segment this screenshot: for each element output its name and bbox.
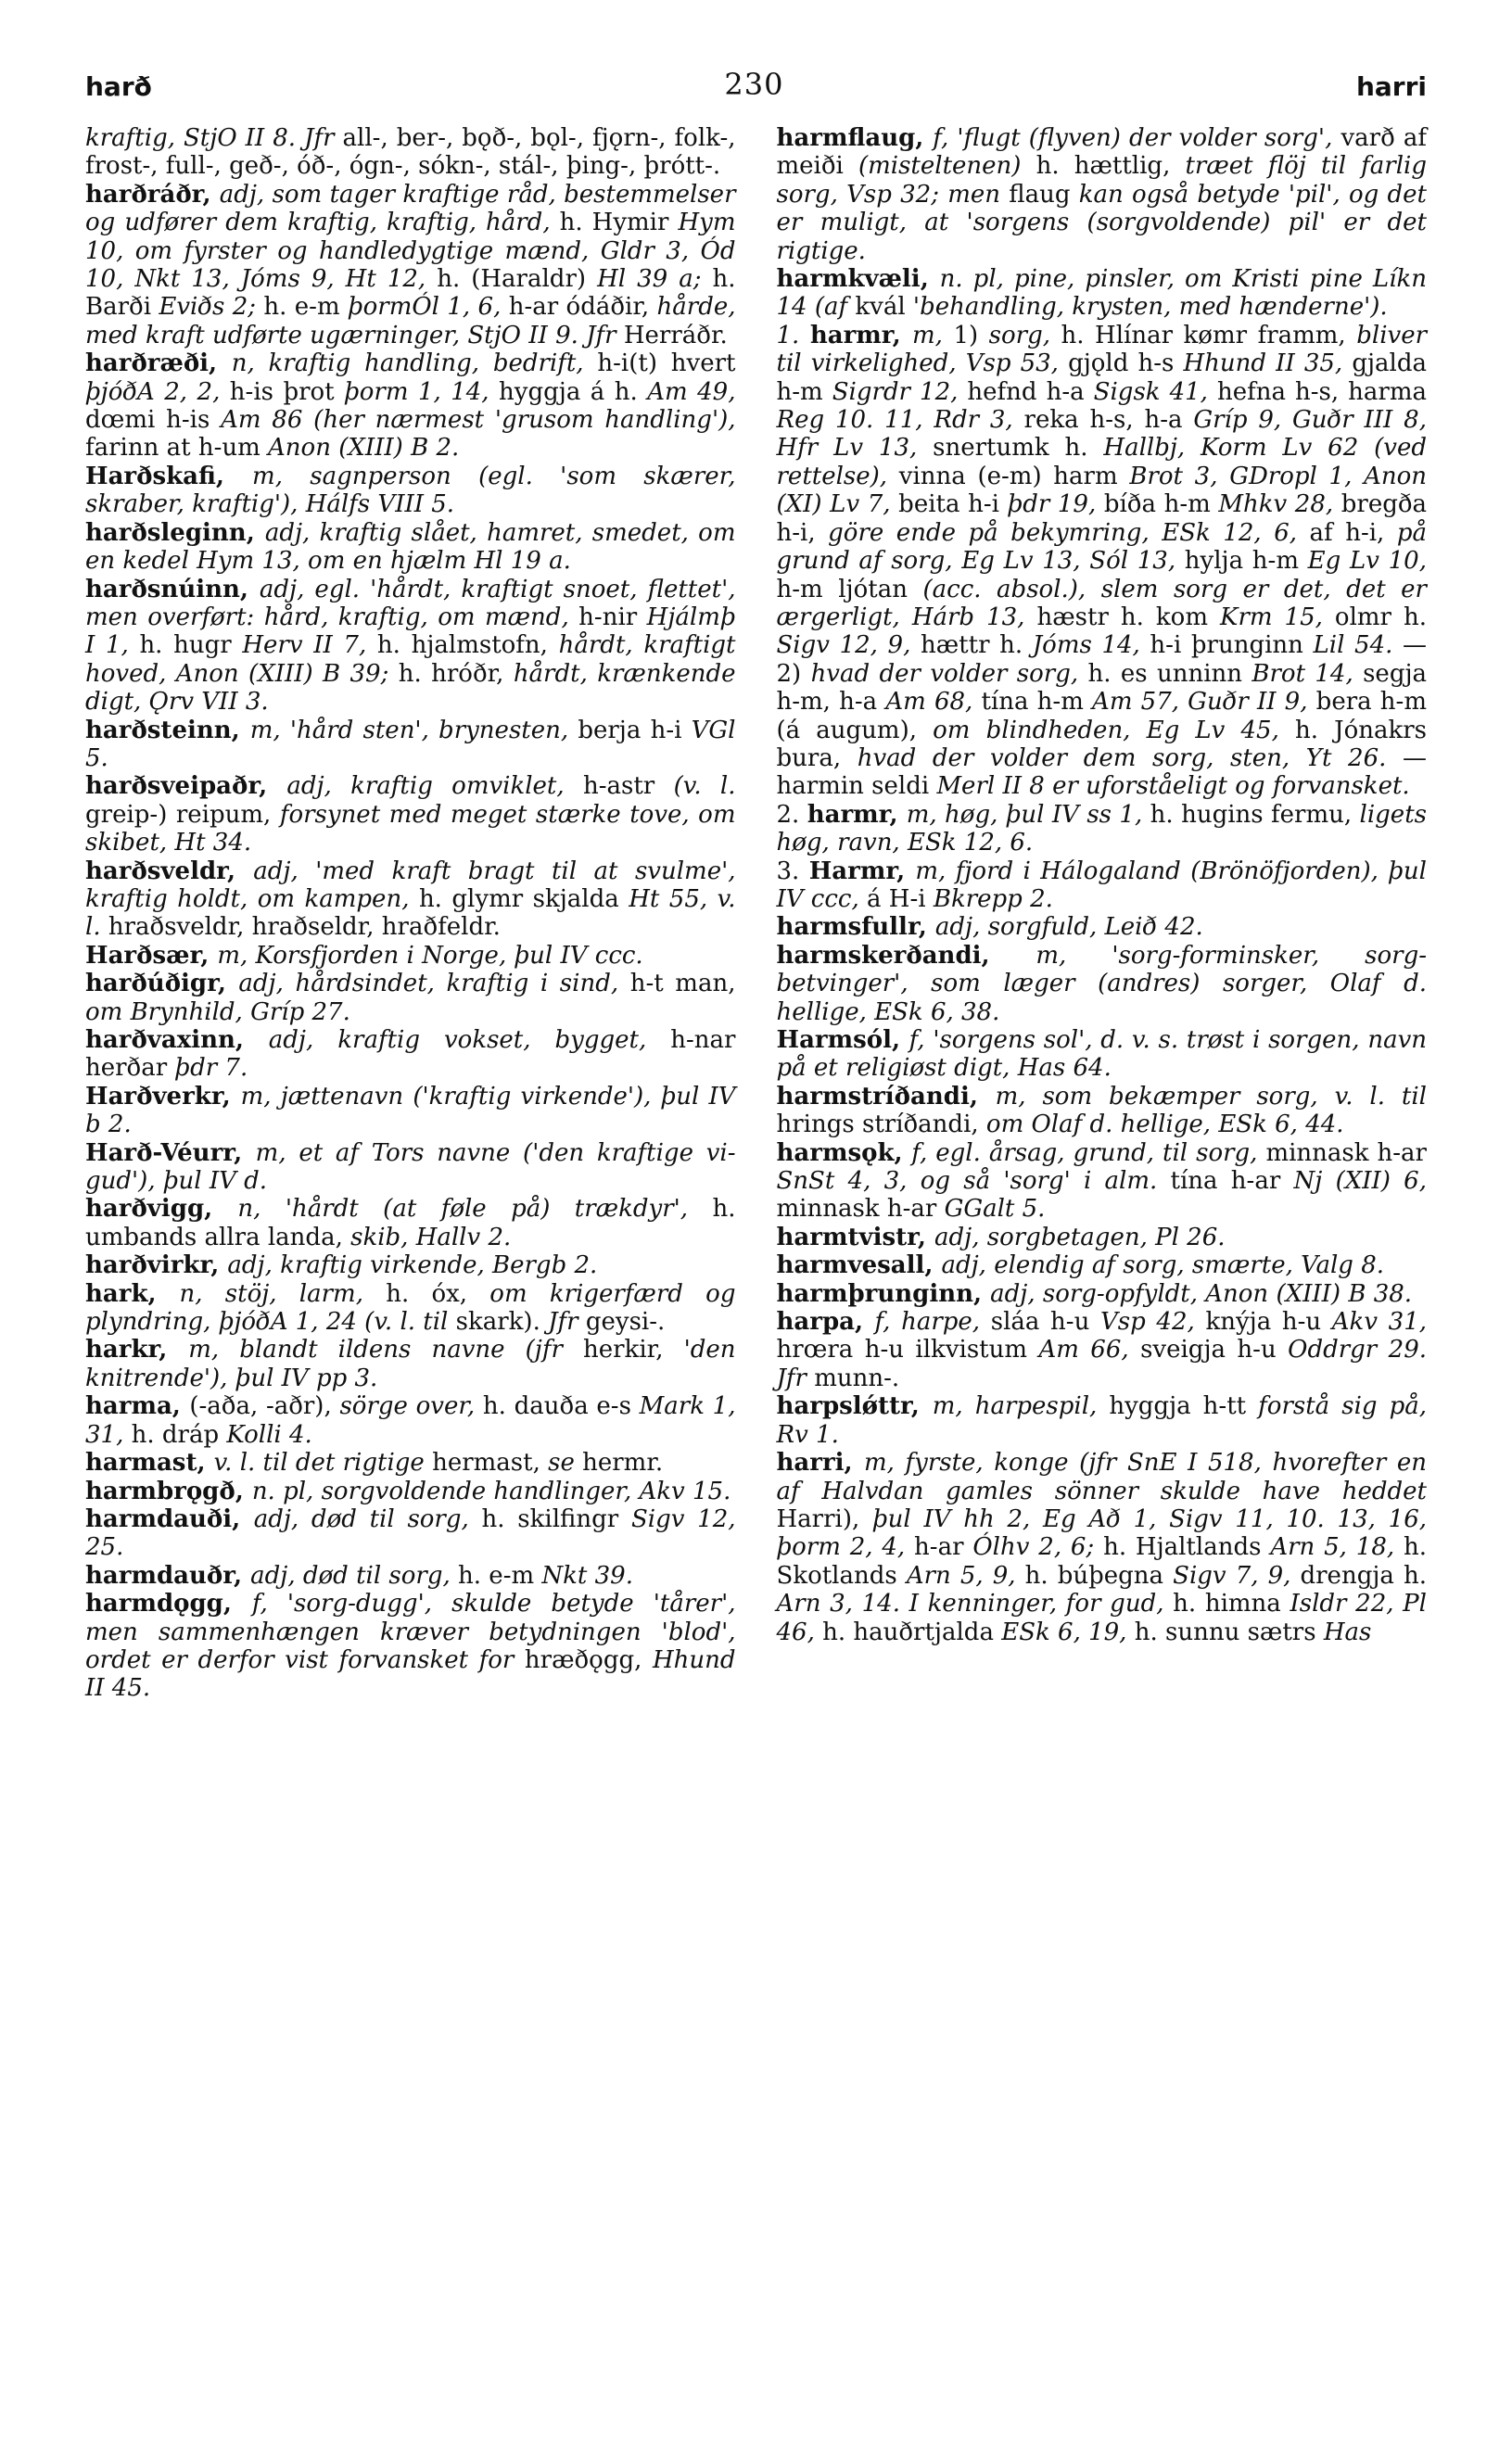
- entry-text: skark).: [455, 1308, 549, 1337]
- entry-text: Jfr: [548, 1308, 586, 1337]
- entry-text: sveigja h-u: [1140, 1336, 1289, 1364]
- entry-text: m, blandt ildens navne (jfr: [188, 1336, 583, 1364]
- dictionary-entry: [85, 1590, 736, 1703]
- entry-text: adj, hårdsindet, kraftig i sind,: [238, 970, 630, 998]
- header-last-headword: harri: [1355, 71, 1427, 102]
- entry-text: tína h-m: [981, 688, 1093, 717]
- entry-text: h. Hymir: [559, 209, 679, 237]
- entry-text: sörge over,: [339, 1392, 483, 1421]
- entry-text: m,: [911, 321, 954, 349]
- dictionary-entry: [777, 913, 1428, 941]
- dictionary-entry: [85, 349, 736, 463]
- entry-text: (-aða, -aðr),: [189, 1392, 340, 1421]
- entry-text: Hhund II 35,: [1183, 349, 1353, 378]
- page-number: 230: [724, 67, 784, 102]
- dictionary-entry: [85, 1251, 736, 1279]
- entry-headword: Harð-Véurr,: [85, 1138, 256, 1167]
- entry-text: 1.: [776, 321, 810, 349]
- dictionary-entry: [777, 1139, 1428, 1224]
- dictionary-entry: [777, 124, 1428, 265]
- entry-text: h-i þrunginn: [1150, 631, 1314, 660]
- entry-headword: harðsleginn,: [85, 518, 265, 547]
- entry-text: hårdt, kraftigt hoved, Anon (XIII) B 39;: [85, 631, 736, 688]
- entry-text: h. Barði: [85, 265, 736, 322]
- entry-headword: harðsveldr,: [85, 857, 254, 885]
- entry-text: Nj (XII) 6,: [1293, 1167, 1427, 1196]
- entry-headword: harmkvæli,: [776, 265, 940, 294]
- entry-text: þorm 1, 14,: [344, 377, 500, 406]
- entry-headword: Harðsær,: [85, 941, 218, 970]
- entry-headword: harðræði,: [85, 349, 232, 378]
- entry-text: h-nir: [578, 603, 647, 631]
- entry-text: vinna (e-m) harm: [898, 462, 1130, 490]
- entry-text: hårde, med kraft udførte ugærninger, StjO II 9. Jfr: [85, 293, 736, 349]
- entry-text: h. es unninn: [1087, 659, 1252, 688]
- entry-text: þdr 19,: [1007, 490, 1104, 519]
- entry-text: Merl II 8 er uforståeligt og forvansket.: [936, 772, 1410, 801]
- entry-text: göre ende på bekymring, ESk 12, 6,: [828, 518, 1310, 547]
- entry-text: h. hróðr,: [398, 659, 514, 688]
- entry-text: h. hjalmstofn,: [376, 631, 559, 660]
- entry-headword: harmr,: [809, 321, 912, 349]
- entry-text: v. l. til det rigtige: [213, 1449, 433, 1478]
- dictionary-entry: [85, 1478, 736, 1505]
- entry-text: Am 57, Guðr II 9,: [1092, 688, 1316, 717]
- entry-text: knýja h-u: [1205, 1308, 1332, 1337]
- entry-text: adj, død til sorg,: [253, 1504, 482, 1533]
- entry-text: flaug: [1009, 180, 1079, 209]
- entry-text: adj, kraftig slået, hamret, smedet, om en kedel Hym 13, om en hjælm Hl 19 a.: [85, 518, 736, 576]
- entry-headword: harðvaxinn,: [85, 1026, 269, 1054]
- entry-text: h-m ljótan: [776, 575, 923, 603]
- entry-text: kraftig, StjO II 8. Jfr: [85, 124, 343, 152]
- entry-text: h. búþegna: [1024, 1561, 1174, 1590]
- entry-headword: harpslǿttr,: [776, 1392, 933, 1421]
- entry-text: Hjálmþ I 1,: [85, 603, 736, 660]
- entry-headword: Harmsól,: [776, 1026, 909, 1054]
- running-head: [85, 46, 1427, 102]
- entry-text: hvad der volder sorg,: [810, 659, 1088, 688]
- dictionary-entry: [777, 801, 1428, 857]
- dictionary-entry: [85, 124, 736, 181]
- entry-text: Mhkv 28,: [1218, 490, 1341, 519]
- entry-text: hrœra h-u ilkvistum: [776, 1336, 1039, 1364]
- dictionary-entry: [85, 1562, 736, 1590]
- entry-text: Am 86 (her nærmest 'grusom handling'),: [221, 406, 736, 435]
- entry-text: på grund af sorg, Eg Lv 13, Sól 13,: [776, 518, 1428, 576]
- entry-text: Herv II 7,: [242, 631, 377, 660]
- entry-text: 'den knitrende'), þul IV pp 3.: [85, 1336, 736, 1392]
- entry-text: SnSt 4, 3, og så 'sorg' i alm.: [776, 1167, 1171, 1196]
- entry-text: Krm 15,: [1220, 603, 1335, 631]
- dictionary-entry: [777, 942, 1428, 1026]
- entry-text: herkir,: [583, 1336, 684, 1364]
- entry-text: reka h-s, h-a: [1023, 406, 1194, 435]
- entry-headword: hark,: [85, 1279, 180, 1308]
- entry-text: h-t man,: [629, 970, 736, 998]
- entry-text: h. sunnu sætrs: [1134, 1618, 1324, 1646]
- entry-text: Arn 5, 18,: [1270, 1533, 1404, 1562]
- entry-text: h. Jónakrs bura,: [776, 716, 1427, 772]
- entry-text: 1): [953, 321, 989, 349]
- entry-text: h-i(t) hvert: [597, 349, 736, 378]
- dictionary-entry: [777, 1251, 1428, 1279]
- entry-headword: harma,: [85, 1392, 190, 1421]
- entry-text: f, 'flugt (flyven) der volder sorg',: [933, 124, 1341, 152]
- entry-text: Lil 54.: [1313, 631, 1404, 660]
- entry-text: h. (Haraldr): [437, 265, 598, 294]
- dictionary-entry: [85, 717, 736, 773]
- entry-text: h. dráp: [131, 1420, 227, 1449]
- entry-text: geysi-.: [585, 1308, 666, 1337]
- entry-headword: harðsteinn,: [85, 716, 250, 744]
- entry-text: Am 68,: [885, 688, 982, 717]
- entry-text: þul IV hh 2, Eg Að 1, Sigv 11, 10. 13, 16, þorm 2, 4,: [776, 1504, 1428, 1562]
- entry-text: m, et af Tors navne ('den kraftige vi-gud'), þul IV d.: [85, 1138, 736, 1196]
- entry-headword: harmdauði,: [85, 1504, 254, 1533]
- entry-text: m, fjord i Hálogaland (Brönöfjorden), þul IV ccc,: [776, 857, 1427, 913]
- entry-text: Sigv 7, 9,: [1173, 1561, 1301, 1590]
- dictionary-entry: [85, 576, 736, 717]
- entry-text: Gríp 9, Guðr III 8, Hfr Lv 13,: [776, 406, 1427, 463]
- entry-headword: Harmr,: [808, 857, 916, 885]
- entry-text: all-, ber-, bǫð-, bǫl-, fjǫrn-, folk-, frost-, full-, geð-, óð-, ógn-, sókn-, stál-, þing-, þrótt-.: [85, 124, 736, 181]
- dictionary-entry: [777, 265, 1428, 322]
- entry-text: Kolli 4.: [226, 1420, 312, 1449]
- entry-text: hermast,: [432, 1449, 549, 1478]
- dictionary-entry: [777, 1308, 1428, 1392]
- entry-headword: harmast,: [85, 1449, 214, 1478]
- entry-text: h. Hlínar kømr framm,: [1061, 321, 1357, 349]
- entry-text: VGl 5.: [85, 716, 736, 772]
- entry-text: ligets høg, ravn, ESk 12, 6.: [776, 800, 1427, 857]
- entry-text: þjóðA 2, 2,: [85, 377, 230, 406]
- entry-text: se: [548, 1449, 583, 1478]
- entry-text: h-is þrot: [229, 377, 345, 406]
- dictionary-entry: [85, 942, 736, 970]
- dictionary-entry: [85, 1139, 736, 1196]
- entry-text: hyggja á h.: [499, 377, 648, 406]
- entry-text: adj, 'med kraft bragt til at svulme', kraftig holdt, om kampen,: [85, 857, 736, 913]
- entry-text: Nkt 39.: [541, 1561, 633, 1590]
- dictionary-entry: [777, 1026, 1428, 1083]
- entry-text: f, egl. årsag, grund, til sorg,: [911, 1138, 1266, 1167]
- entry-text: kan også betyde 'pil', og det er muligt, at 'sorgens (sorgvoldende) pil' er det rigtige.: [776, 180, 1427, 265]
- entry-text: Bkrepp 2.: [933, 884, 1053, 913]
- entry-text: adj, egl. 'hårdt, kraftigt snoet, flettet', men overført: hård, kraftig, om mænd,: [85, 575, 736, 631]
- dictionary-entry: [85, 1392, 736, 1449]
- entry-headword: harmr,: [807, 800, 907, 829]
- entry-text: (v. l.: [673, 772, 736, 801]
- entry-text: hermr.: [582, 1449, 664, 1478]
- entry-text: Reg 10. 11, Rdr 3,: [776, 406, 1024, 435]
- entry-text: Vsp 42,: [1100, 1308, 1206, 1337]
- entry-text: hefna h-s, harma: [1216, 377, 1428, 406]
- entry-text: h-nar herðar: [85, 1026, 736, 1083]
- right-column: [777, 124, 1428, 1703]
- entry-text: h-astr: [582, 772, 674, 801]
- dictionary-entry: [85, 1336, 736, 1392]
- dictionary-entry: [85, 181, 736, 349]
- entry-headword: harpa,: [776, 1308, 875, 1337]
- entry-text: hefnd h-a: [967, 377, 1094, 406]
- entry-headword: harðúðigr,: [85, 970, 239, 998]
- entry-text: tína h-ar: [1170, 1167, 1294, 1196]
- entry-text: forsynet med meget stærke tove, om skibet, Ht 34.: [85, 800, 736, 857]
- dictionary-entry: [777, 857, 1428, 914]
- entry-text: beita h-i: [898, 490, 1008, 519]
- entry-text: hættr h.: [920, 631, 1033, 660]
- entry-text: segja h-m, h-a: [776, 659, 1428, 717]
- entry-text: m, fyrste, konge (jfr SnE I 518, hvorefter en af Halvdan gamles sönner skulde have heddet: [776, 1449, 1427, 1505]
- entry-text: hylja h-m: [1184, 547, 1308, 576]
- entry-text: minnask h-ar: [776, 1195, 945, 1224]
- entry-text: — 2): [776, 631, 1428, 688]
- entry-text: Sigrdr 12,: [832, 377, 968, 406]
- entry-text: Brot 14,: [1252, 659, 1364, 688]
- entry-text: forstå sig på, Rv 1.: [776, 1392, 1427, 1449]
- entry-text: bregða h-i,: [776, 490, 1428, 547]
- header-first-headword: harð: [85, 71, 152, 102]
- entry-columns: [85, 124, 1427, 1703]
- entry-text: h. hættlig,: [1036, 152, 1186, 181]
- dictionary-entry: [85, 519, 736, 576]
- entry-text: adj, død til sorg,: [250, 1561, 459, 1590]
- entry-headword: harðsnúinn,: [85, 575, 260, 603]
- dictionary-entry: [85, 1195, 736, 1251]
- entry-text: minnask h-ar: [1265, 1138, 1427, 1167]
- entry-text: Herráðr.: [623, 321, 728, 349]
- entry-text: adj, kraftig vokset, bygget,: [268, 1026, 671, 1054]
- entry-text: — harmin seldi: [776, 743, 1428, 801]
- entry-text: n, 'hårdt (at føle på) trækdyr',: [237, 1195, 713, 1224]
- entry-text: 2.: [776, 800, 807, 829]
- entry-text: adj, kraftig omviklet,: [286, 772, 583, 801]
- entry-text: gjǫld h-s: [1068, 349, 1184, 378]
- entry-text: m, 'hård sten', brynesten,: [249, 716, 578, 744]
- entry-text: hyggja h-tt: [1109, 1392, 1259, 1421]
- entry-text: bíða h-m: [1103, 490, 1219, 519]
- entry-headword: harmsǫk,: [776, 1138, 912, 1167]
- entry-text: om Olaf d. hellige, ESk 6, 44.: [985, 1111, 1344, 1139]
- entry-text: h. e-m: [263, 293, 348, 322]
- entry-text: berja h-i: [578, 716, 692, 744]
- entry-text: n. pl, sorgvoldende handlinger, Akv 15.: [251, 1477, 731, 1505]
- dictionary-entry: [777, 1280, 1428, 1308]
- entry-text: Mark 1, 31,: [85, 1392, 736, 1449]
- entry-headword: harmstríðandi,: [776, 1082, 996, 1111]
- entry-text: sláa h-u: [990, 1308, 1100, 1337]
- entry-text: n, kraftig handling, bedrift,: [231, 349, 598, 378]
- entry-text: Oddrgr 29. Jfr: [776, 1336, 1427, 1392]
- entry-text: h-ar ódáðir,: [508, 293, 657, 322]
- entry-text: m, 'sorg-forminsker, sorg-betvinger', som læger (andres) sorger, Olaf d. hellige, ESk 6, 38.: [776, 941, 1427, 1026]
- entry-text: Jóms 14,: [1032, 631, 1150, 660]
- entry-headword: harðvirkr,: [85, 1251, 228, 1280]
- entry-text: Arn 3, 14. I kenninger, for gud,: [776, 1590, 1174, 1618]
- entry-text: hræðǫgg,: [524, 1645, 653, 1674]
- dictionary-entry: [85, 1083, 736, 1139]
- entry-headword: harri,: [776, 1449, 864, 1478]
- entry-text: om krigerfærd og plyndring, þjóðA 1, 24 (v. l. til: [85, 1279, 736, 1337]
- entry-headword: harðráðr,: [85, 180, 220, 209]
- entry-text: m, jættenavn ('kraftig virkende'), þul IV b 2.: [85, 1082, 736, 1139]
- entry-text: Isldr 22, Pl 46,: [776, 1590, 1427, 1646]
- entry-text: skib, Hallv 2.: [350, 1223, 512, 1251]
- entry-text: 'behandling, krysten, med hænderne').: [912, 293, 1388, 322]
- dictionary-entry: [85, 857, 736, 942]
- entry-text: gjalda h-m: [776, 349, 1427, 406]
- entry-text: 3.: [776, 857, 809, 885]
- dictionary-entry: [777, 1083, 1428, 1139]
- entry-headword: harmdǫgg,: [85, 1590, 252, 1618]
- entry-text: h. glymr skjalda: [418, 884, 629, 913]
- entry-text: h. umbands allra landa,: [85, 1195, 736, 1251]
- entry-text: Hym 10, om fyrster og handledygtige mænd, Gldr 3, Ód 10, Nkt 13, Jóms 9, Ht 12,: [85, 209, 736, 294]
- entry-text: Sigv 12, 9,: [776, 631, 921, 660]
- entry-text: Hhund II 45.: [85, 1645, 736, 1703]
- entry-text: n, stöj, larm,: [179, 1279, 387, 1308]
- dictionary-entry: [85, 1449, 736, 1477]
- entry-text: Ólhv 2, 6;: [972, 1533, 1104, 1562]
- entry-text: h. hauðrtjalda: [822, 1618, 1002, 1646]
- entry-headword: harmsfullr,: [776, 913, 935, 942]
- left-column: [85, 124, 736, 1703]
- entry-text: h. himna: [1173, 1590, 1290, 1618]
- entry-text: hårdt, krænkende digt, Ǫrv VII 3.: [85, 659, 736, 717]
- entry-text: greip-) reipum,: [85, 800, 280, 829]
- entry-text: træet flöj til farlig sorg, Vsp 32; men: [776, 152, 1427, 209]
- entry-headword: harðvigg,: [85, 1195, 238, 1224]
- entry-headword: harmtvistr,: [776, 1223, 935, 1251]
- entry-text: á H-i: [867, 884, 934, 913]
- entry-headword: harkr,: [85, 1336, 189, 1364]
- entry-text: þdr 7.: [174, 1054, 248, 1083]
- entry-text: Am 66,: [1038, 1336, 1141, 1364]
- entry-text: Has: [1323, 1618, 1372, 1646]
- entry-text: f, 'sorg-dugg', skulde betyde 'tårer', men sammenhængen kræver betydningen 'blod', ordet er derfor vist forvansket for: [85, 1590, 736, 1674]
- entry-text: munn-.: [814, 1364, 900, 1392]
- entry-text: Sigsk 41,: [1093, 377, 1217, 406]
- entry-text: h. skilfingr: [481, 1504, 631, 1533]
- entry-text: adj, sorgbetagen, Pl 26.: [934, 1223, 1226, 1251]
- entry-text: dœmi h-is: [85, 406, 222, 435]
- entry-text: snertumk h.: [933, 434, 1104, 463]
- entry-text: Hallbj, Korm Lv 62 (ved rettelse),: [776, 434, 1427, 490]
- entry-text: Hl 39 a;: [597, 265, 713, 294]
- dictionary-entry: [85, 1026, 736, 1083]
- entry-text: ESk 6, 19,: [1001, 1618, 1135, 1646]
- dictionary-entry: [85, 463, 736, 519]
- entry-text: af h-i,: [1309, 518, 1397, 547]
- entry-text: adj, sorg-opfyldt, Anon (XIII) B 38.: [990, 1279, 1413, 1308]
- dictionary-entry: [85, 970, 736, 1026]
- entry-text: Arn 5, 9,: [906, 1561, 1025, 1590]
- entry-text: bera h-m (á augum),: [776, 688, 1427, 744]
- dictionary-entry: [777, 322, 1428, 801]
- entry-text: h. hugins fermu,: [1150, 800, 1360, 829]
- entry-text: hvad der volder dem sorg, sten, Yt 26.: [857, 743, 1404, 772]
- dictionary-entry: [85, 1505, 736, 1562]
- entry-text: hæstr h. kom: [1036, 603, 1221, 631]
- entry-headword: harmdauðr,: [85, 1561, 251, 1590]
- entry-text: h. hugr: [139, 631, 243, 660]
- entry-text: Eg Lv 10,: [1307, 547, 1427, 576]
- entry-text: Sigv 12, 25.: [85, 1504, 736, 1562]
- entry-text: Brot 3, GDropl 1, Anon (XI) Lv 7,: [776, 462, 1427, 519]
- dictionary-entry: [777, 1224, 1428, 1251]
- entry-text: drengja h.: [1300, 1561, 1427, 1590]
- entry-text: hraðsveldr, hraðseldr, hraðfeldr.: [108, 913, 501, 942]
- entry-text: bliver til virkelighed, Vsp 53,: [776, 321, 1428, 378]
- entry-text: varð af meiði: [776, 124, 1427, 181]
- entry-text: farinn at h-um: [85, 434, 269, 463]
- entry-text: Akv 31,: [1331, 1308, 1428, 1337]
- entry-text: h. Skotlands: [776, 1533, 1428, 1590]
- dictionary-entry: [85, 772, 736, 857]
- entry-text: (acc. absol.), slem sorg er det, det er ærgerligt, Hárb 13,: [776, 575, 1427, 631]
- entry-text: h. e-m: [458, 1561, 542, 1590]
- entry-text: om Brynhild, Gríp 27.: [85, 997, 350, 1026]
- entry-text: m, som bekæmper sorg, v. l. til: [995, 1082, 1427, 1111]
- entry-text: Am 49,: [647, 377, 736, 406]
- entry-text: m, Korsfjorden i Norge, þul IV ccc.: [217, 941, 643, 970]
- entry-headword: harmþrunginn,: [776, 1279, 991, 1308]
- entry-text: n. pl, pine, pinsler, om Kristi pine Líkn 14 (af: [776, 265, 1427, 322]
- entry-text: GGalt 5.: [944, 1195, 1046, 1224]
- entry-text: m, høg, þul IV ss 1,: [906, 800, 1150, 829]
- entry-text: m, harpespil,: [932, 1392, 1110, 1421]
- entry-headword: harðsveipaðr,: [85, 772, 287, 801]
- entry-text: adj, kraftig virkende, Bergb 2.: [227, 1251, 598, 1280]
- entry-text: m, sagnperson (egl. 'som skærer, skraber, kraftig'), Hálfs VIII 5.: [85, 462, 736, 519]
- entry-text: hrings stríðandi,: [776, 1111, 986, 1139]
- entry-headword: harmskerðandi,: [776, 941, 1036, 970]
- entry-text: h. Hjaltlands: [1103, 1533, 1271, 1562]
- dictionary-entry: [777, 1392, 1428, 1449]
- entry-text: kvál: [855, 293, 913, 322]
- entry-text: adj, elendig af sorg, smærte, Valg 8.: [941, 1251, 1385, 1280]
- entry-headword: Harðverkr,: [85, 1082, 241, 1111]
- entry-headword: Harðskafi,: [85, 462, 253, 490]
- entry-text: Anon (XIII) B 2.: [268, 434, 460, 463]
- entry-headword: harmflaug,: [776, 124, 934, 152]
- entry-text: h-ar: [914, 1533, 973, 1562]
- entry-text: f, 'sorgens sol', d. v. s. trøst i sorgen, navn på et religiøst digt, Has 64.: [776, 1026, 1428, 1083]
- entry-text: f, harpe,: [874, 1308, 991, 1337]
- entry-text: Ht 55, v. l.: [85, 884, 736, 942]
- entry-text: om blindheden, Eg Lv 45,: [933, 716, 1295, 744]
- entry-text: sorg,: [988, 321, 1061, 349]
- entry-text: h. óx,: [386, 1279, 490, 1308]
- entry-text: adj, sorgfuld, Leið 42.: [934, 913, 1203, 942]
- entry-text: adj, som tager kraftige råd, bestemmelser og udfører dem kraftig, kraftig, hård,: [85, 180, 736, 237]
- entry-headword: harmvesall,: [776, 1251, 942, 1280]
- entry-text: Harri),: [776, 1504, 873, 1533]
- dictionary-entry: [777, 1449, 1428, 1646]
- entry-text: h. dauða e-s: [482, 1392, 640, 1421]
- entry-text: (misteltenen): [858, 152, 1036, 181]
- entry-text: olmr h.: [1334, 603, 1428, 631]
- entry-text: þormÓl 1, 6,: [347, 293, 509, 322]
- entry-text: Eviðs 2;: [159, 293, 264, 322]
- dictionary-entry: [85, 1280, 736, 1337]
- entry-headword: harmbrǫgð,: [85, 1477, 252, 1505]
